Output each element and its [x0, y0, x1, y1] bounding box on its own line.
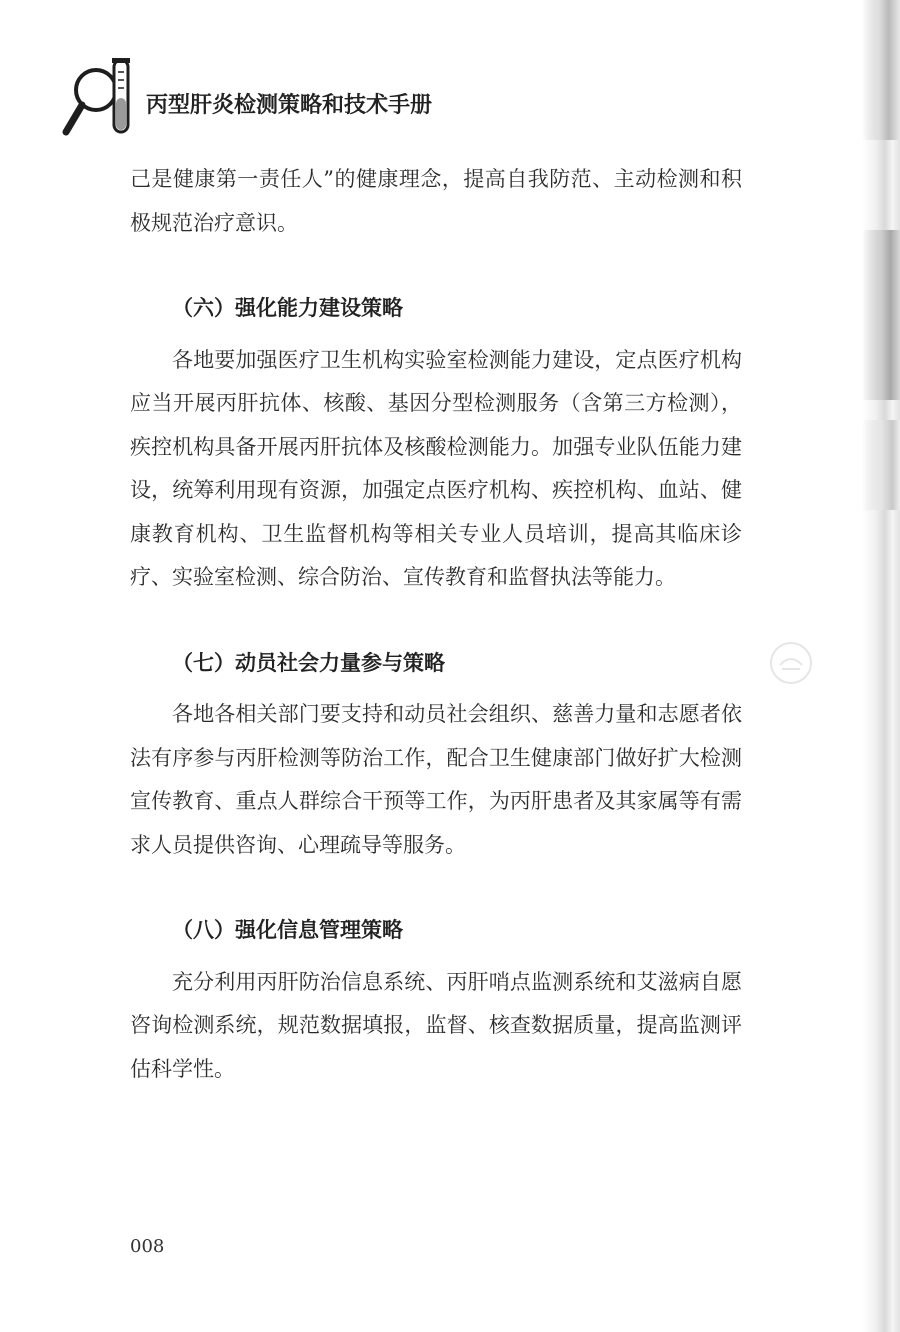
section-body-8: 充分利用丙肝防治信息系统、丙肝哨点监测系统和艾滋病自愿咨询检测系统，规范数据填报，监督、核查数据质量，提高监测评估科学性。	[130, 969, 742, 1081]
faint-watermark-icon	[768, 640, 814, 686]
section-heading-6: （六）强化能力建设策略	[172, 296, 403, 320]
page-content	[130, 158, 742, 1091]
intro-paragraph: 己是健康第一责任人”的健康理念，提高自我防范、主动检测和积极规范治疗意识。	[130, 167, 742, 235]
running-header	[62, 52, 482, 138]
section-heading-8: （八）强化信息管理策略	[172, 918, 403, 942]
magnifier-test-tube-icon	[62, 52, 142, 138]
section-body-6: 各地要加强医疗卫生机构实验室检测能力建设，定点医疗机构应当开展丙肝抗体、核酸、基因分型检测服务（含第三方检测），疾控机构具备开展丙肝抗体及核酸检测能力。加强专业队伍能力建设，统筹利用现有资源，加强定点医疗机构、疾控机构、血站、健康教育机构、卫生监督机构等相关专业人员培训，提高其临床诊疗、实验室检测、综合防治、宣传教育和监督执法等能力。	[130, 347, 742, 589]
header-title: 丙型肝炎检测策略和技术手册	[146, 93, 433, 118]
section-heading-7: （七）动员社会力量参与策略	[172, 650, 445, 675]
page-edge-shadow	[862, 0, 900, 1332]
page-number: 008	[130, 1236, 165, 1257]
section-body-7: 各地各相关部门要支持和动员社会组织、慈善力量和志愿者依法有序参与丙肝检测等防治工作，配合卫生健康部门做好扩大检测宣传教育、重点人群综合干预等工作，为丙肝患者及其家属等有需求人员提供咨询、心理疏导等服务。	[130, 702, 742, 857]
